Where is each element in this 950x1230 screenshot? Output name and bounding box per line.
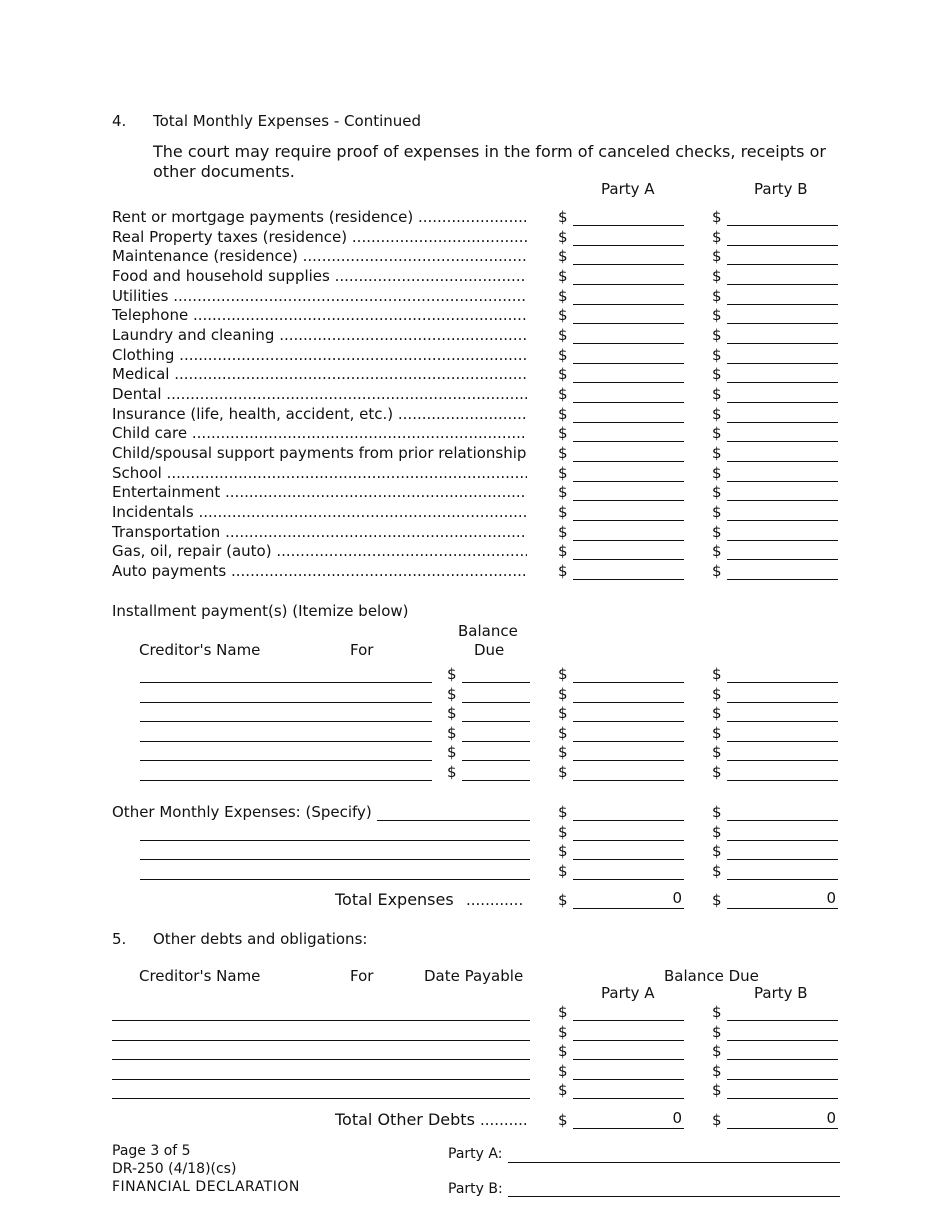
expense-b-field[interactable] <box>727 540 838 541</box>
installment-balance-field[interactable] <box>462 760 530 761</box>
installment-for-header: For <box>350 641 374 659</box>
installment-b-currency: $ <box>712 724 722 742</box>
total-expenses-a-field[interactable] <box>573 908 684 909</box>
other-expense-a-currency: $ <box>558 862 568 880</box>
installment-a-field[interactable] <box>573 702 684 703</box>
expense-a-currency: $ <box>558 247 568 265</box>
other-expense-b-currency: $ <box>712 862 722 880</box>
expense-label: School ..... <box>112 466 527 481</box>
debts-balance-header: Balance Due <box>664 967 759 985</box>
installment-balance-currency: $ <box>447 743 457 761</box>
installment-a-currency: $ <box>558 763 568 781</box>
section-4-title: Total Monthly Expenses - Continued <box>153 112 422 130</box>
footer-party-b-field[interactable] <box>508 1196 840 1197</box>
expense-label: Transportation ..... <box>112 525 527 540</box>
debt-b-field[interactable] <box>727 1020 838 1021</box>
total-debts-a-currency: $ <box>558 1111 568 1129</box>
expense-label: Auto payments ..... <box>112 564 527 579</box>
expense-b-currency: $ <box>712 306 722 324</box>
total-debts-b-currency: $ <box>712 1111 722 1129</box>
expense-b-field[interactable] <box>727 323 838 324</box>
expense-b-field[interactable] <box>727 343 838 344</box>
expense-b-field[interactable] <box>727 461 838 462</box>
installment-b-currency: $ <box>712 743 722 761</box>
debt-a-field[interactable] <box>573 1079 684 1080</box>
expense-b-field[interactable] <box>727 284 838 285</box>
expense-b-field[interactable] <box>727 363 838 364</box>
expense-a-field[interactable] <box>573 520 684 521</box>
other-expense-b-field[interactable] <box>727 879 838 880</box>
installment-creditor-field[interactable] <box>140 760 432 761</box>
total-expenses-a-currency: $ <box>558 891 568 909</box>
expense-b-currency: $ <box>712 444 722 462</box>
debt-b-field[interactable] <box>727 1098 838 1099</box>
expense-b-currency: $ <box>712 385 722 403</box>
debt-a-currency: $ <box>558 1062 568 1080</box>
installment-b-currency: $ <box>712 685 722 703</box>
expense-label: Clothing ..... <box>112 348 527 363</box>
expense-a-currency: $ <box>558 267 568 285</box>
other-expense-field[interactable] <box>140 879 530 880</box>
expense-b-currency: $ <box>712 424 722 442</box>
other-expense-b-currency: $ <box>712 823 722 841</box>
installment-a-field[interactable] <box>573 721 684 722</box>
total-expenses-label: Total Expenses <box>335 890 454 909</box>
expense-b-currency: $ <box>712 523 722 541</box>
debt-b-currency: $ <box>712 1081 722 1099</box>
installment-a-field[interactable] <box>573 682 684 683</box>
expense-a-field[interactable] <box>573 343 684 344</box>
footer-party-a-label: Party A: <box>448 1146 503 1162</box>
expense-a-field[interactable] <box>573 481 684 482</box>
expense-b-field[interactable] <box>727 422 838 423</box>
other-expense-a-currency: $ <box>558 842 568 860</box>
expense-a-field[interactable] <box>573 225 684 226</box>
expense-a-currency: $ <box>558 306 568 324</box>
installment-balance-field[interactable] <box>462 741 530 742</box>
other-expense-field[interactable] <box>140 840 530 841</box>
debt-a-field[interactable] <box>573 1059 684 1060</box>
total-debts-label: Total Other Debts <box>335 1110 475 1129</box>
expense-a-field[interactable] <box>573 284 684 285</box>
expense-label: Child/spousal support payments from prior relationship ..... <box>112 446 527 461</box>
expense-b-field[interactable] <box>727 520 838 521</box>
total-expenses-b-value: 0 <box>826 889 836 907</box>
debt-description-field[interactable] <box>112 1040 530 1041</box>
expense-label: Dental ..... <box>112 387 527 402</box>
debt-a-currency: $ <box>558 1023 568 1041</box>
installment-a-currency: $ <box>558 724 568 742</box>
expense-a-field[interactable] <box>573 579 684 580</box>
expense-label: Incidentals ..... <box>112 505 527 520</box>
installment-b-field[interactable] <box>727 780 838 781</box>
expense-b-currency: $ <box>712 503 722 521</box>
installment-creditor-field[interactable] <box>140 702 432 703</box>
expense-b-currency: $ <box>712 247 722 265</box>
expense-a-currency: $ <box>558 326 568 344</box>
installment-title: Installment payment(s) (Itemize below) <box>112 602 409 620</box>
expense-label: Real Property taxes (residence) ..... <box>112 230 527 245</box>
installment-b-field[interactable] <box>727 702 838 703</box>
expense-label: Child care ..... <box>112 426 527 441</box>
installment-creditor-field[interactable] <box>140 721 432 722</box>
debts-for-header: For <box>350 967 374 985</box>
debt-a-currency: $ <box>558 1081 568 1099</box>
expense-a-field[interactable] <box>573 422 684 423</box>
expense-a-field[interactable] <box>573 402 684 403</box>
expense-b-currency: $ <box>712 365 722 383</box>
installment-b-currency: $ <box>712 704 722 722</box>
proof-notice: The court may require proof of expenses in the form of canceled checks, receipts or other documents. <box>153 142 826 181</box>
expense-b-currency: $ <box>712 542 722 560</box>
expense-label: Telephone ..... <box>112 308 527 323</box>
expense-a-currency: $ <box>558 483 568 501</box>
expense-a-currency: $ <box>558 464 568 482</box>
expense-a-field[interactable] <box>573 323 684 324</box>
expense-b-field[interactable] <box>727 559 838 560</box>
expense-b-field[interactable] <box>727 402 838 403</box>
other-expense-b-currency: $ <box>712 842 722 860</box>
expense-a-field[interactable] <box>573 540 684 541</box>
debt-b-currency: $ <box>712 1062 722 1080</box>
other-expense-b-field[interactable] <box>727 840 838 841</box>
expense-a-currency: $ <box>558 405 568 423</box>
installment-a-field[interactable] <box>573 760 684 761</box>
total-debts-a-value: 0 <box>672 1109 682 1127</box>
debt-a-currency: $ <box>558 1042 568 1060</box>
expense-a-currency: $ <box>558 287 568 305</box>
expense-b-field[interactable] <box>727 264 838 265</box>
expense-label: Food and household supplies ..... <box>112 269 527 284</box>
total-debts-b-field[interactable] <box>727 1128 838 1129</box>
installment-b-field[interactable] <box>727 760 838 761</box>
total-expenses-b-field[interactable] <box>727 908 838 909</box>
debt-b-currency: $ <box>712 1003 722 1021</box>
expense-b-field[interactable] <box>727 225 838 226</box>
installment-a-currency: $ <box>558 743 568 761</box>
installment-balance-field[interactable] <box>462 702 530 703</box>
debts-creditor-header: Creditor's Name <box>139 967 261 985</box>
expense-b-field[interactable] <box>727 579 838 580</box>
debt-a-field[interactable] <box>573 1020 684 1021</box>
expense-b-currency: $ <box>712 326 722 344</box>
installment-creditor-field[interactable] <box>140 780 432 781</box>
expense-a-field[interactable] <box>573 304 684 305</box>
installment-balance-currency: $ <box>447 685 457 703</box>
expense-b-field[interactable] <box>727 441 838 442</box>
installment-b-field[interactable] <box>727 741 838 742</box>
expense-a-field[interactable] <box>573 441 684 442</box>
total-debts-a-field[interactable] <box>573 1128 684 1129</box>
installment-creditor-header: Creditor's Name <box>139 641 261 659</box>
total-expenses-a-value: 0 <box>672 889 682 907</box>
expense-a-field[interactable] <box>573 461 684 462</box>
expense-label: Utilities ..... <box>112 289 527 304</box>
debt-b-currency: $ <box>712 1023 722 1041</box>
other-specify-field[interactable] <box>377 820 530 821</box>
expense-a-field[interactable] <box>573 382 684 383</box>
debt-b-field[interactable] <box>727 1059 838 1060</box>
other-expense-a-currency: $ <box>558 803 568 821</box>
installment-b-field[interactable] <box>727 682 838 683</box>
other-expense-a-field[interactable] <box>573 820 684 821</box>
expense-label: Maintenance (residence) ..... <box>112 249 527 264</box>
expense-b-currency: $ <box>712 562 722 580</box>
installment-b-currency: $ <box>712 763 722 781</box>
other-expense-b-field[interactable] <box>727 859 838 860</box>
expense-label: Gas, oil, repair (auto) ..... <box>112 544 527 559</box>
expense-b-currency: $ <box>712 287 722 305</box>
expense-a-currency: $ <box>558 424 568 442</box>
expense-b-currency: $ <box>712 483 722 501</box>
debt-b-currency: $ <box>712 1042 722 1060</box>
expense-a-field[interactable] <box>573 559 684 560</box>
installment-due-header: Due <box>474 641 505 659</box>
expense-label: Insurance (life, health, accident, etc.) ..... <box>112 407 527 422</box>
debt-a-currency: $ <box>558 1003 568 1021</box>
expense-b-field[interactable] <box>727 304 838 305</box>
section-5-number: 5. <box>112 930 127 948</box>
debts-party-a-header: Party A <box>601 984 655 1002</box>
expense-b-field[interactable] <box>727 481 838 482</box>
debts-party-b-header: Party B <box>754 984 808 1002</box>
form-title: FINANCIAL DECLARATION <box>112 1179 300 1195</box>
total-expenses-b-currency: $ <box>712 891 722 909</box>
installment-a-currency: $ <box>558 685 568 703</box>
expense-b-currency: $ <box>712 405 722 423</box>
other-expense-a-field[interactable] <box>573 879 684 880</box>
expense-label: Medical ..... <box>112 367 527 382</box>
debt-description-field[interactable] <box>112 1020 530 1021</box>
installment-a-field[interactable] <box>573 780 684 781</box>
expense-a-currency: $ <box>558 346 568 364</box>
expense-a-currency: $ <box>558 228 568 246</box>
installment-creditor-field[interactable] <box>140 682 432 683</box>
expense-a-currency: $ <box>558 523 568 541</box>
debt-description-field[interactable] <box>112 1098 530 1099</box>
section-5-title: Other debts and obligations: <box>153 930 368 948</box>
expense-label: Entertainment ..... <box>112 485 527 500</box>
debt-description-field[interactable] <box>112 1059 530 1060</box>
expense-a-currency: $ <box>558 503 568 521</box>
expense-a-currency: $ <box>558 562 568 580</box>
expense-b-field[interactable] <box>727 382 838 383</box>
installment-balance-currency: $ <box>447 763 457 781</box>
installment-balance-header: Balance <box>458 622 518 640</box>
installment-balance-currency: $ <box>447 724 457 742</box>
debt-a-field[interactable] <box>573 1040 684 1041</box>
party-b-header: Party B <box>754 180 808 198</box>
other-expense-b-field[interactable] <box>727 820 838 821</box>
debt-b-field[interactable] <box>727 1040 838 1041</box>
expense-label: Rent or mortgage payments (residence) ..... <box>112 210 527 225</box>
installment-a-currency: $ <box>558 665 568 683</box>
footer-party-a-field[interactable] <box>508 1162 840 1163</box>
expense-a-currency: $ <box>558 208 568 226</box>
expense-a-currency: $ <box>558 385 568 403</box>
expense-b-currency: $ <box>712 267 722 285</box>
form-id: DR-250 (4/18)(cs) <box>112 1161 237 1177</box>
expense-a-currency: $ <box>558 444 568 462</box>
other-expenses-label: Other Monthly Expenses: (Specify) <box>112 803 372 821</box>
other-expense-a-field[interactable] <box>573 840 684 841</box>
footer-party-b-label: Party B: <box>448 1181 503 1197</box>
total-debts-b-value: 0 <box>826 1109 836 1127</box>
debts-date-header: Date Payable <box>424 967 524 985</box>
installment-b-field[interactable] <box>727 721 838 722</box>
installment-b-currency: $ <box>712 665 722 683</box>
expense-a-currency: $ <box>558 365 568 383</box>
expense-b-field[interactable] <box>727 500 838 501</box>
expense-b-currency: $ <box>712 346 722 364</box>
installment-balance-currency: $ <box>447 665 457 683</box>
other-expense-field[interactable] <box>140 859 530 860</box>
installment-balance-field[interactable] <box>462 780 530 781</box>
expense-b-currency: $ <box>712 464 722 482</box>
other-expense-a-currency: $ <box>558 823 568 841</box>
installment-a-currency: $ <box>558 704 568 722</box>
expense-b-currency: $ <box>712 228 722 246</box>
installment-a-field[interactable] <box>573 741 684 742</box>
expense-a-field[interactable] <box>573 264 684 265</box>
debt-b-field[interactable] <box>727 1079 838 1080</box>
expense-label: Laundry and cleaning ..... <box>112 328 527 343</box>
total-expenses-leader: ............ <box>466 891 524 909</box>
other-expense-a-field[interactable] <box>573 859 684 860</box>
debt-description-field[interactable] <box>112 1079 530 1080</box>
expense-a-field[interactable] <box>573 363 684 364</box>
expense-a-currency: $ <box>558 542 568 560</box>
expense-b-currency: $ <box>712 208 722 226</box>
expense-a-field[interactable] <box>573 245 684 246</box>
other-expense-b-currency: $ <box>712 803 722 821</box>
expense-a-field[interactable] <box>573 500 684 501</box>
debt-a-field[interactable] <box>573 1098 684 1099</box>
expense-b-field[interactable] <box>727 245 838 246</box>
section-4-number: 4. <box>112 112 127 130</box>
party-a-header: Party A <box>601 180 655 198</box>
page-number: Page 3 of 5 <box>112 1143 191 1159</box>
installment-creditor-field[interactable] <box>140 741 432 742</box>
installment-balance-currency: $ <box>447 704 457 722</box>
total-debts-leader: .......... <box>480 1111 528 1129</box>
installment-balance-field[interactable] <box>462 721 530 722</box>
installment-balance-field[interactable] <box>462 682 530 683</box>
